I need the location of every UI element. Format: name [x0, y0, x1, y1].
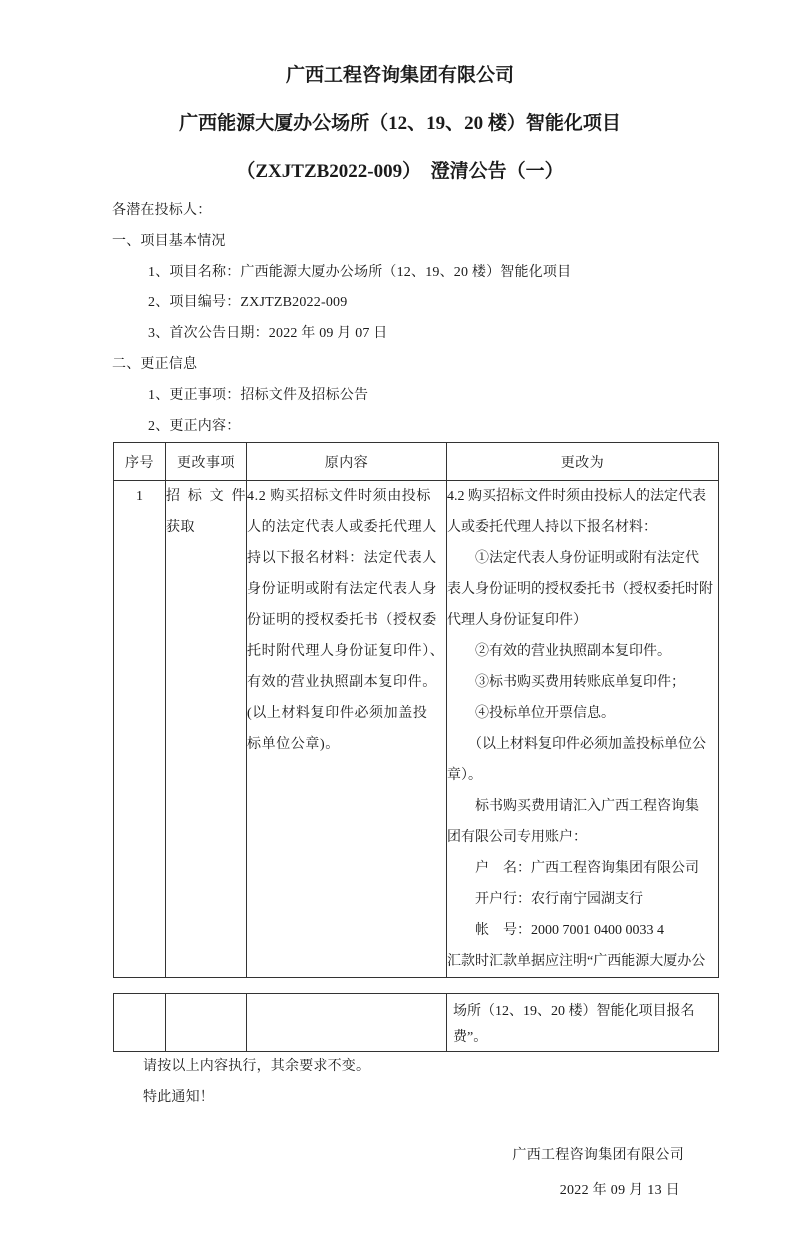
original-cell-empty [247, 994, 447, 1052]
document-title [0, 52, 800, 196]
header-seq: 序号 [114, 443, 166, 481]
correction-table [113, 442, 719, 978]
correction-table-continuation [113, 993, 719, 1052]
section1-items: 1、项目名称：广西能源大厦办公场所（12、19、20 楼）智能化项目 2、项目编号：ZXJTZB2022-009 3、首次公告日期：2022 年 09 月 07 日 [148, 264, 572, 342]
title-line-notice: （ZXJTZB2022-009） 澄清公告（一） [236, 161, 564, 182]
item-cell: 招标文件 获取 [166, 481, 247, 978]
closing-paragraphs: 请按以上内容执行，其余要求不变。 特此通知！ [143, 1059, 371, 1106]
header-item: 更改事项 [166, 443, 247, 481]
original-content-cell: 4.2 购买招标文件时须由投标 人的法定代表人或委托代理人 持以下报名材料：法定代表人 身份证明或附有法定代表人身 份证明的授权委托书（授权委 托时附代理人身份证复印件）、 有效的营业执照副本复印件。 (以上材料复印件必须加盖投 标单位公章)。 [247, 481, 447, 978]
table-continuation-row [114, 994, 719, 1052]
signature-company: 广西工程咨询集团有限公司 [512, 1147, 684, 1163]
signature-block [0, 1138, 684, 1208]
table-header-row [114, 443, 719, 481]
seq-cell-empty [114, 994, 166, 1052]
item-cell-empty [166, 994, 247, 1052]
changed-content-cell: 4.2 购买招标文件时须由投标人的法定代表 人或委托代理人持以下报名材料： ①法定代表人身份证明或附有法定代 表人身份证明的授权委托书（授权委托时附 代理人身份证复印件） ②有效的营业执照副本复印件。 ③标书购买费用转账底单复印件； ④投标单位开票信息。 （以上材料复印件必须加盖投标单位公 章）。 标书购买费用请汇入广西工程咨询集 团有限公司专用账户： 户 名：广西工程咨询集团有限公司 开户行：农行南宁园湖支行 帐 号：2000 7001 0400 0033 4 汇款时汇款单据应注明“广西能源大厦办公 [447, 481, 719, 978]
document-body [112, 196, 720, 442]
section1-heading: 一、项目基本情况 [112, 233, 226, 249]
table-row [114, 481, 719, 978]
section2-items: 1、更正事项：招标文件及招标公告 2、更正内容： [148, 387, 369, 434]
changed-continuation-cell: 场所（12、19、20 楼）智能化项目报名费”。 [447, 994, 719, 1052]
section2-heading: 二、更正信息 [112, 356, 198, 372]
seq-cell: 1 [114, 481, 166, 978]
title-line-company: 广西工程咨询集团有限公司 [285, 65, 514, 86]
signature-date: 2022 年 09 月 13 日 [559, 1182, 680, 1198]
header-changed: 更改为 [447, 443, 719, 481]
salutation: 各潜在投标人： [112, 203, 212, 218]
header-original: 原内容 [247, 443, 447, 481]
title-line-project: 广西能源大厦办公场所（12、19、20 楼）智能化项目 [179, 113, 621, 134]
